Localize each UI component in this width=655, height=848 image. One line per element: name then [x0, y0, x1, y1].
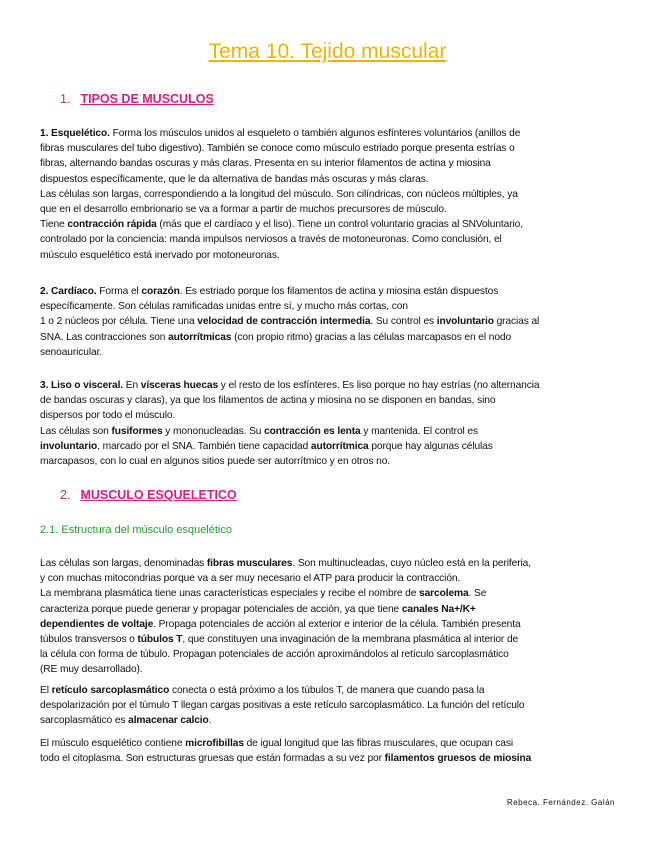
text-line — [40, 713, 620, 728]
text-line — [40, 571, 620, 586]
text-run: El — [40, 685, 52, 696]
text-run: la célula con forma de túbulo. Propagan potenciales de acción aproximándolos al retículo sarcoplasmático — [40, 649, 509, 661]
text-run: Forma los músculos unidos al esqueleto o también algunos esfínteres voluntarios (anillos de — [109, 128, 521, 139]
text-run: conecta o está próximo a los túbulos T, de manera que cuando pasa la — [169, 685, 485, 696]
text-line — [40, 662, 620, 677]
section-heading-1 — [60, 92, 214, 106]
text-run: (con propio ritmo) gracias a las células marcapasos en el nodo — [231, 331, 512, 343]
text-run: fibras, alternando bandas oscuras y más claras. Presenta en su interior filamentos de actina y miosina — [40, 158, 491, 170]
text-run: Las células son largas, denominadas — [40, 558, 207, 569]
text-line — [40, 408, 620, 423]
text-run: controlado por la conciencia: manda impulsos nerviosos a través de motoneuronas. Como conclusión, el — [40, 234, 502, 246]
text-run: senoauricular. — [40, 346, 103, 358]
text-run: , marcado por el SNA. También tiene capacidad — [97, 440, 311, 452]
text-line — [40, 424, 620, 439]
text-run: que en el desarrollo embrionario se va a formar a partir de muchos precursores de músculo. — [40, 203, 447, 215]
paragraph-esqueletico — [40, 126, 620, 263]
paragraph-microfibrillas — [40, 736, 620, 766]
bold-text: retículo sarcoplasmático — [51, 685, 170, 696]
section-title: TIPOS DE MUSCULOS — [80, 92, 214, 106]
text-run: específicamente. Son células ramificadas unidas entre sí, y mucho más cortas, con — [40, 301, 408, 313]
author-footer: Rebeca. Fernández. Galán — [506, 798, 615, 807]
text-run: y mononucleadas. Su — [162, 425, 265, 437]
text-line — [40, 683, 620, 698]
bold-text: involuntario — [436, 316, 494, 328]
text-run: 1 o 2 núcleos por célula. Tiene una — [40, 316, 198, 328]
paragraph-cardiaco — [40, 284, 620, 360]
text-run: y mantenida. El control es — [360, 425, 478, 437]
text-line — [40, 751, 620, 766]
text-line — [40, 330, 620, 345]
text-run: (más que el cardíaco y el liso). Tiene un control voluntario gracias al SNVoluntario, — [156, 219, 523, 231]
text-line — [40, 232, 620, 247]
text-line — [40, 314, 620, 329]
text-run: , que constituyen una invaginación de la membrana plasmática al interior de — [182, 633, 519, 645]
text-run: dispersos por todo el músculo. — [40, 410, 176, 422]
bold-text: almacenar calcio — [128, 715, 209, 727]
text-run: sarcoplasmático es — [40, 715, 129, 727]
text-run: . Su control es — [370, 316, 437, 328]
text-run: túbulos transversos o — [40, 633, 138, 645]
section-number: 2. — [60, 488, 71, 502]
text-line — [40, 632, 620, 647]
text-run: Las células son — [40, 425, 112, 437]
text-run: . Son multinucleadas, cuyo núcleo está en la periferia, — [292, 558, 531, 569]
text-run: fibras musculares del tubo digestivo). También se conoce como músculo estriado porque presenta estrías o — [40, 143, 515, 155]
text-run: El músculo esquelético contiene — [40, 738, 186, 749]
text-line — [40, 736, 620, 751]
subsection-heading: 2.1. Estructura del músculo esquelético — [40, 524, 232, 536]
text-line — [40, 556, 620, 571]
paragraph-liso — [40, 378, 620, 469]
text-line — [40, 202, 620, 217]
text-run: de igual longitud que las fibras musculares, que ocupan casi — [243, 738, 514, 749]
paragraph-fibras — [40, 556, 620, 678]
bold-text: vísceras huecas — [140, 380, 219, 391]
bold-text: autorrítmica — [310, 440, 369, 452]
text-run: caracteriza porque puede generar y propagar potenciales de acción, ya que tiene — [40, 603, 402, 615]
section-number: 1. — [60, 92, 71, 106]
section-heading-2 — [60, 488, 237, 502]
text-run: . Propaga potenciales de acción al exterior e interior de la célula. También presenta — [153, 618, 521, 630]
text-line — [40, 647, 620, 662]
text-line — [40, 439, 620, 454]
text-run: . Se — [468, 588, 487, 600]
bold-text: filamentos gruesos de miosina — [384, 753, 532, 765]
bold-text: velocidad de contracción intermedia — [197, 316, 371, 328]
text-line — [40, 345, 620, 360]
text-line — [40, 284, 620, 299]
text-line — [40, 454, 620, 469]
bold-text: involuntario — [40, 440, 98, 452]
text-run: Las células son largas, correspondiendo a la longitud del músculo. Son cilíndricas, con núcleos múltiples, ya — [40, 188, 518, 200]
text-run: Tiene — [40, 219, 68, 231]
bold-text: corazón — [141, 286, 180, 297]
text-line — [40, 393, 620, 408]
text-line — [40, 172, 620, 187]
paragraph-reticulo — [40, 683, 620, 729]
text-run: porque hay algunas células — [368, 440, 493, 452]
text-run: dispuestos específicamente, que le da alternativa de bandas más oscuras y más claras. — [40, 173, 429, 185]
bold-text: fibras musculares — [206, 558, 293, 569]
text-run: de bandas oscuras y claras), ya que los filamentos de actina y miosina no se disponen en bandas, sino — [40, 395, 496, 407]
text-run: (RE muy desarrollado). — [40, 664, 143, 676]
bold-text: túbulos T — [137, 633, 183, 645]
bold-text: microfibillas — [185, 738, 244, 749]
bold-text: 3. Liso o visceral. — [40, 380, 124, 391]
text-run: y con muchas mitocondrias porque va a ser muy necesario el ATP para producir la contracción. — [40, 573, 461, 585]
text-run: . Es estriado porque los filamentos de actina y miosina están dispuestos — [179, 286, 499, 297]
page-title: Tema 10. Tejido muscular — [208, 40, 447, 63]
text-line — [40, 156, 620, 171]
text-run: La membrana plasmática tiene unas características especiales y recibe el nombre de — [40, 588, 420, 600]
text-run: gracias al — [493, 316, 540, 328]
bold-text: canales Na+/K+ — [401, 603, 476, 615]
text-run: músculo esquelético está inervado por motoneuronas. — [40, 249, 280, 261]
text-line — [40, 141, 620, 156]
text-line — [40, 299, 620, 314]
text-line — [40, 617, 620, 632]
text-run: y el resto de los esfínteres. Es liso porque no hay estrías (no alternancia — [218, 380, 540, 391]
bold-text: fusiformes — [111, 425, 163, 437]
text-line — [40, 378, 620, 393]
bold-text: 2. Cardíaco. — [40, 286, 97, 297]
text-line — [40, 248, 620, 263]
text-line — [40, 602, 620, 617]
bold-text: contracción es lenta — [264, 425, 361, 437]
text-run: todo el citoplasma. Son estructuras gruesas que están formadas a su vez por — [40, 753, 385, 765]
text-line — [40, 187, 620, 202]
section-title: MUSCULO ESQUELETICO — [80, 488, 237, 502]
text-line — [40, 586, 620, 601]
bold-text: 1. Esquelético. — [40, 128, 110, 139]
bold-text: dependientes de voltaje — [40, 618, 154, 630]
text-run: marcapasos, con lo cual en algunos sitios puede ser autorrítmico y en otros no. — [40, 455, 390, 467]
bold-text: sarcolema — [419, 588, 469, 600]
bold-text: contracción rápida — [67, 219, 157, 231]
text-line — [40, 698, 620, 713]
text-line — [40, 217, 620, 232]
text-run: . — [208, 715, 212, 727]
text-run: Forma el — [96, 286, 142, 297]
text-run: En — [123, 380, 141, 391]
text-run: SNA. Las contracciones son — [40, 331, 169, 343]
text-run: despolarización por el túmulo T llegan cargas positivas a este retículo sarcoplasmático. La función del retículo — [40, 700, 525, 712]
text-line — [40, 126, 620, 141]
bold-text: autorrítmicas — [168, 331, 232, 343]
